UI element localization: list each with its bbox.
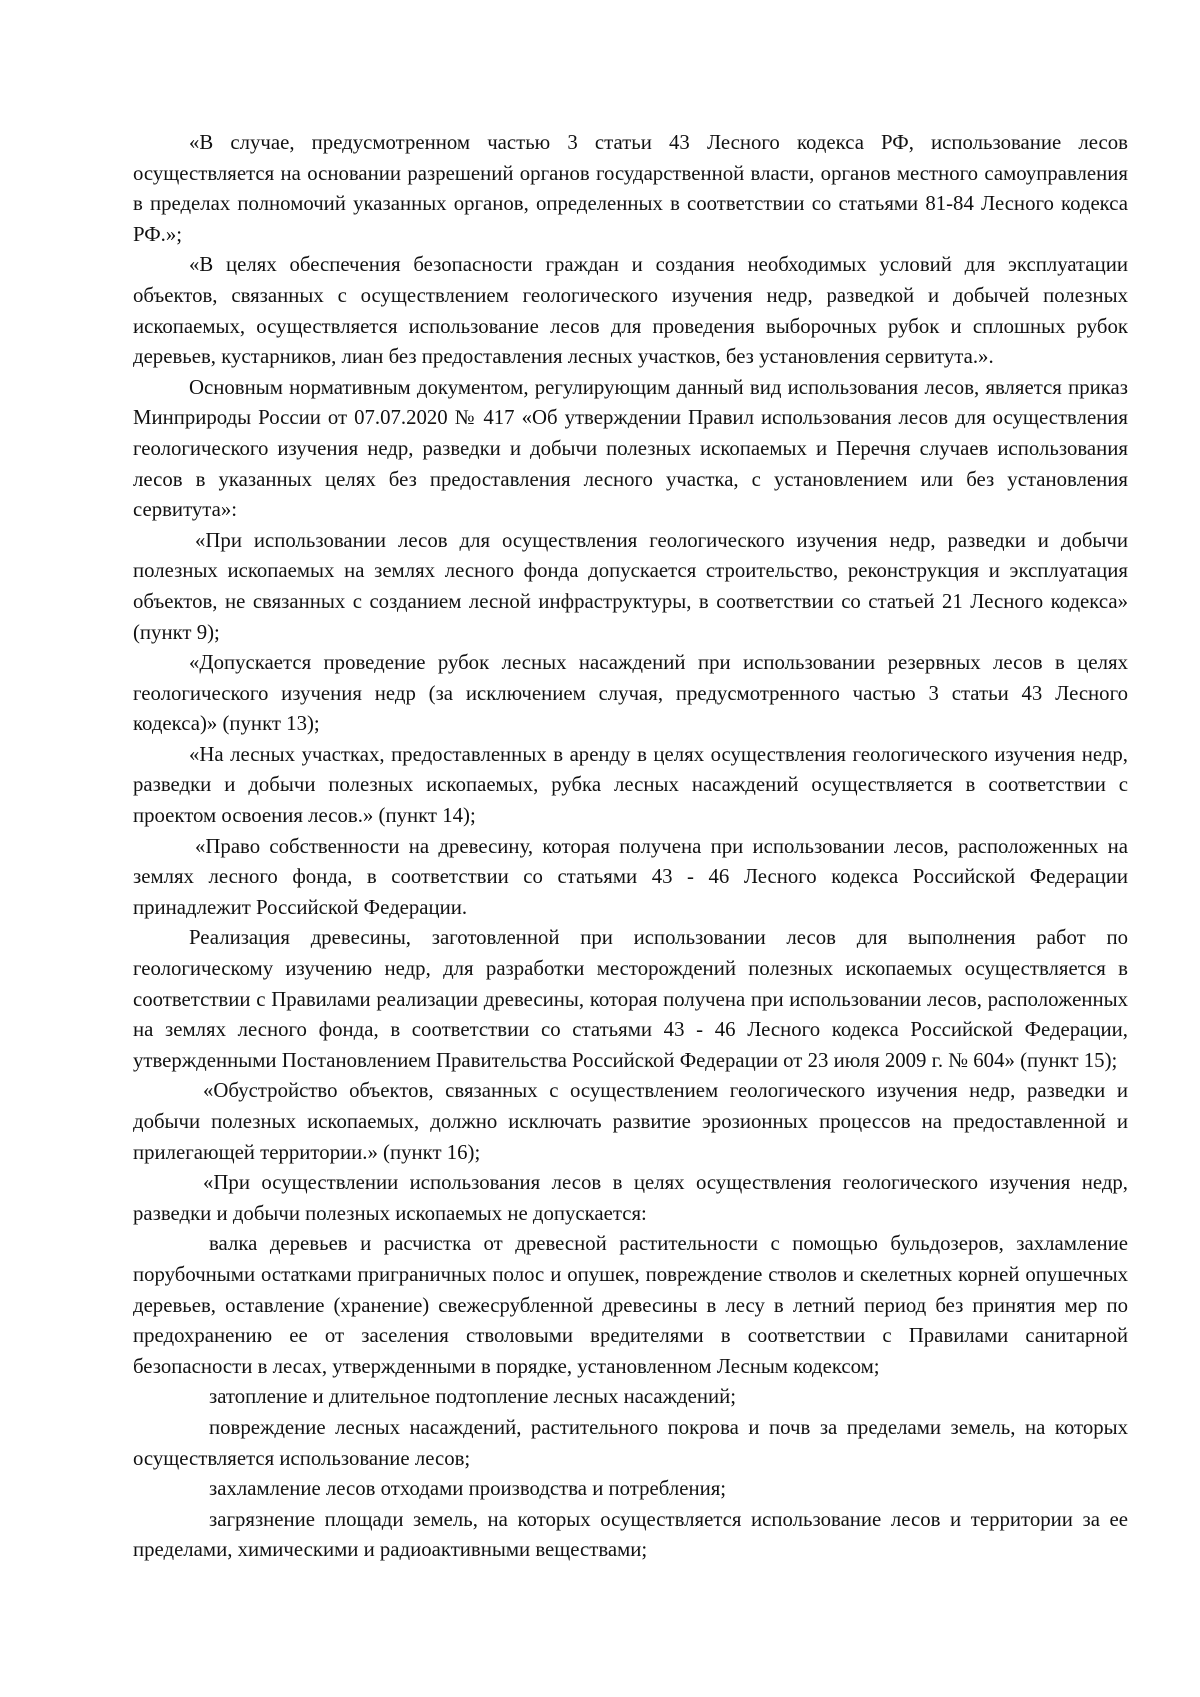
list-item-flooding: затопление и длительное подтопление лесных насаждений; xyxy=(209,1385,736,1409)
paragraph-point-9: «При использовании лесов для осуществления геологического изучения недр, разведки и добычи полезных ископаемых на землях лесного фонда допускается строительство, реконструкция и эксплуатация объектов, не связанных с созданием лесной инфраструктуры, в соответствии со статьей 21 Лесного кодекса» (пункт 9); xyxy=(133,528,1128,644)
list-item-felling-clearing: валка деревьев и расчистка от древесной растительности с помощью бульдозеров, захламление порубочными остатками приграничных полос и опушек, повреждение стволов и скелетных корней опушечных деревьев, оставление (хранение) свежесрубленной древесины в лесу в летний период без принятия мер по предохранению ее от заселения стволовыми вредителями в соответствии с Правилами санитарной безопасности в лесах, утвержденными в порядке, установленном Лесным кодексом; xyxy=(133,1232,1128,1378)
paragraph-ownership-wood: «Право собственности на древесину, которая получена при использовании лесов, расположенных на землях лесного фонда, в соответствии со статьями 43 - 46 Лесного кодекса Российской Федерации принадлежит Российской Федерации. xyxy=(133,834,1128,919)
document-body xyxy=(133,128,1128,1566)
list-item-contamination: загрязнение площади земель, на которых осуществляется использование лесов и территории за ее пределами, химическими и радиоактивными веществами; xyxy=(133,1507,1128,1562)
paragraph-prohibitions-intro: «При осуществлении использования лесов в целях осуществления геологического изучения недр, разведки и добычи полезных ископаемых не допускается: xyxy=(133,1171,1128,1225)
paragraph-point-14: «На лесных участках, предоставленных в аренду в целях осуществления геологического изучения недр, разведки и добычи полезных ископаемых, рубка лесных насаждений осуществляется в соответствии с проектом освоения лесов.» (пункт 14); xyxy=(133,742,1128,828)
list-item-waste-littering: захламление лесов отходами производства и потребления; xyxy=(209,1477,727,1501)
list-item-damage-outside: повреждение лесных насаждений, растительного покрова и почв за пределами земель, на которых осуществляется использование лесов; xyxy=(133,1415,1128,1470)
paragraph-main-regulation: Основным нормативным документом, регулирующим данный вид использования лесов, является приказ Минприроды России от 07.07.2020 № 417 «Об утверждении Правил использования лесов для осуществления геологического изучения недр, разведки и добычи полезных ископаемых и Перечня случаев использования лесов в указанных целях без предоставления лесного участка, с установлением или без установления сервитута»: xyxy=(133,375,1128,522)
paragraph-point-13: «Допускается проведение рубок лесных насаждений при использовании резервных лесов в целях геологического изучения недр (за исключением случая, предусмотренного частью 3 статьи 43 Лесного кодекса)» (пункт 13); xyxy=(133,651,1128,736)
paragraph-point-15: Реализация древесины, заготовленной при использовании лесов для выполнения работ по геологическому изучению недр, для разработки месторождений полезных ископаемых осуществляется в соответствии с Правилами реализации древесины, которая получена при использовании лесов, расположенных на землях лесного фонда, в соответствии со статьями 43 - 46 Лесного кодекса Российской Федерации, утвержденными Постановлением Правительства Российской Федерации от 23 июля 2009 г. № 604» (пункт 15); xyxy=(133,926,1128,1072)
paragraph-article-43-permits: «В случае, предусмотренном частью 3 статьи 43 Лесного кодекса РФ, использование лесов осуществляется на основании разрешений органов государственной власти, органов местного самоуправления в пределах полномочий указанных органов, определенных в соответствии со статьями 81-84 Лесного кодекса РФ.»; xyxy=(133,131,1128,246)
paragraph-safety-cuttings: «В целях обеспечения безопасности граждан и создания необходимых условий для эксплуатации объектов, связанных с осуществлением геологического изучения недр, разведкой и добычей полезных ископаемых, осуществляется использование лесов для проведения выборочных рубок и сплошных рубок деревьев, кустарников, лиан без предоставления лесных участков, без установления сервитута.». xyxy=(133,253,1128,369)
paragraph-point-16: «Обустройство объектов, связанных с осуществлением геологического изучения недр, разведки и добычи полезных ископаемых, должно исключать развитие эрозионных процессов на предоставленной и прилегающей территории.» (пункт 16); xyxy=(133,1079,1128,1164)
